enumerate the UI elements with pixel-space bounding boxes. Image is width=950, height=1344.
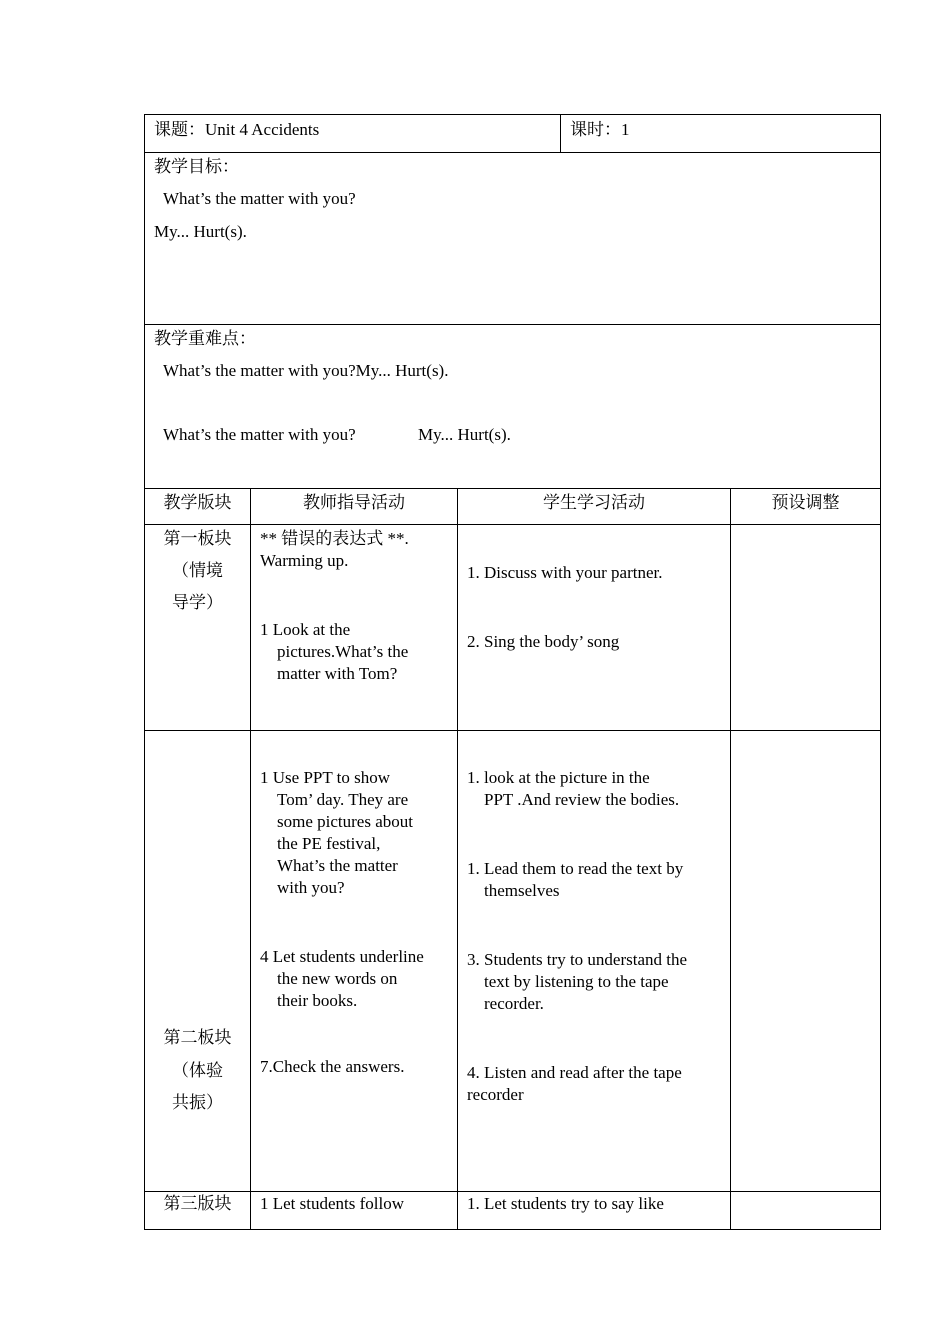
key-point-line: My... Hurt(s). [418, 425, 511, 444]
section-name: 第一板块 [163, 529, 232, 548]
student-activity: PPT .And review the bodies. [484, 790, 680, 809]
section-name: 第三版块 [163, 1194, 232, 1213]
student-activity: 3. Students try to understand the [467, 950, 688, 969]
student-activity: 1. Discuss with your partner. [467, 563, 663, 582]
column-header-row [145, 489, 881, 525]
key-points-row [145, 325, 881, 489]
student-activity: themselves [484, 881, 560, 900]
key-points-cell [145, 325, 881, 489]
key-point-line: What’s the matter with you?My... Hurt(s). [163, 361, 449, 380]
column-header [145, 489, 251, 525]
section-name: 导学） [172, 593, 223, 612]
objective-line: What’s the matter with you? [163, 189, 356, 208]
teacher-activity: some pictures about [277, 812, 413, 831]
lesson-plan [144, 114, 880, 1230]
section3-row [145, 1192, 881, 1230]
teacher-activity: What’s the matter [277, 856, 398, 875]
section-name: 共振） [172, 1093, 223, 1112]
header-row [145, 115, 881, 153]
section1-row [145, 525, 881, 731]
column-header [251, 489, 458, 525]
student-activity: 2. Sing the body’ song [467, 632, 620, 651]
student-activity: recorder [467, 1085, 524, 1104]
teacher-activity: 4 Let students underline [260, 947, 424, 966]
topic-cell [145, 115, 561, 153]
teacher-activity: their books. [277, 991, 358, 1010]
column-header [458, 489, 731, 525]
column-header [731, 489, 881, 525]
teacher-activity: the new words on [277, 969, 398, 988]
objectives-cell [145, 153, 881, 325]
section3-name-cell [145, 1192, 251, 1230]
period-text: 课时：1 [570, 120, 630, 139]
teacher-activity: pictures.What’s the [277, 642, 409, 661]
column-header-label: 教师指导活动 [303, 493, 405, 512]
section2-teacher-cell [251, 731, 458, 1192]
section3-adjust-cell [731, 1192, 881, 1230]
teacher-activity: Tom’ day. They are [277, 790, 409, 809]
key-point-line: What’s the matter with you? [163, 425, 356, 444]
student-activity: 1. look at the picture in the [467, 768, 650, 787]
teacher-activity: matter with Tom? [277, 664, 398, 683]
objectives-row [145, 153, 881, 325]
section1-student-cell [458, 525, 731, 731]
teacher-activity: 1 Use PPT to show [260, 768, 391, 787]
section1-teacher-cell [251, 525, 458, 731]
column-header-label: 学生学习活动 [543, 493, 645, 512]
teacher-activity: Warming up. [260, 551, 349, 570]
period-cell [561, 115, 881, 153]
teacher-activity: 7.Check the answers. [260, 1057, 405, 1076]
section3-student-cell [458, 1192, 731, 1230]
topic-text: 课题：Unit 4 Accidents [154, 120, 320, 139]
section1-name-cell [145, 525, 251, 731]
teacher-activity: the PE festival, [277, 834, 381, 853]
section3-teacher-cell [251, 1192, 458, 1230]
student-activity: 1. Lead them to read the text by [467, 859, 684, 878]
student-activity: 1. Let students try to say like [467, 1194, 664, 1213]
teacher-activity: 1 Look at the [260, 620, 351, 639]
teacher-activity: 1 Let students follow [260, 1194, 405, 1213]
objective-line: My... Hurt(s). [154, 222, 247, 241]
error-note: ** 错误的表达式 **. [260, 529, 409, 548]
teacher-activity: with you? [277, 878, 345, 897]
student-activity: recorder. [484, 994, 544, 1013]
key-points-label: 教学重难点： [154, 329, 256, 348]
section2-adjust-cell [731, 731, 881, 1192]
objectives-label: 教学目标： [154, 157, 239, 176]
student-activity: 4. Listen and read after the tape [467, 1063, 682, 1082]
student-activity: text by listening to the tape [484, 972, 669, 991]
section2-row [145, 731, 881, 1192]
column-header-label: 教学版块 [163, 493, 232, 512]
section2-student-cell [458, 731, 731, 1192]
section-name: （情境 [172, 561, 223, 580]
lesson-plan-table [144, 114, 881, 1230]
section1-adjust-cell [731, 525, 881, 731]
section-name: 第二板块 [163, 1028, 232, 1047]
section-name: （体验 [172, 1061, 223, 1080]
section2-name-cell [145, 731, 251, 1192]
column-header-label: 预设调整 [771, 493, 840, 512]
